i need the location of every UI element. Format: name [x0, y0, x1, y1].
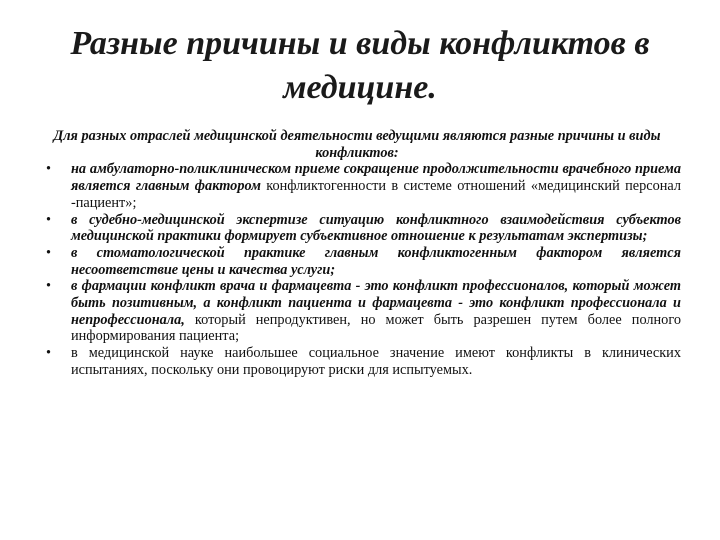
list-item	[41, 245, 681, 278]
list-item-italic-text: в фармации конфликт врача и фармацевта - это конфликт профессионалов, который может быть позитивным, а конфликт пациента и фармацевта - это конфликт профессионала и непрофессионала,	[71, 278, 681, 328]
bullet-icon: •	[46, 161, 52, 178]
list-item-regular-text: конфликтогенности в системе отношений «медицинский персонал -пациент»;	[71, 178, 681, 211]
intro-text: Для разных отраслей медицинской деятельности ведущими являются разные причины и виды конфликтов:	[53, 128, 661, 161]
list-item-italic-text: на амбулаторно-поликлиническом приеме сокращение продолжительности врачебного приема является главным фактором	[71, 161, 681, 195]
slide-title-line-2: медицине.	[283, 69, 437, 106]
slide-title	[30, 22, 690, 110]
list-item-regular-text: в медицинской науке наибольшее социальное значение имеют конфликты в клинических испытаниях, поскольку они провоцируют риски для испытуемых.	[71, 345, 681, 378]
bullet-list	[41, 161, 681, 378]
bullet-icon: •	[46, 345, 52, 362]
bullet-icon: •	[46, 211, 52, 228]
slide-title-line-1: Разные причины и виды конфликтов в	[70, 25, 650, 62]
list-item-italic-text: в стоматологической практике главным конфликтогенным фактором является несоответствие цены и качества услуги;	[71, 244, 681, 278]
bullet-icon: •	[46, 244, 52, 261]
slide-body	[41, 128, 681, 379]
bullet-icon: •	[46, 278, 52, 295]
list-item-italic-text: в судебно-медицинской экспертизе ситуацию конфликтного взаимодействия субъектов медицинской практики формирует субъективное отношение к результатам экспертизы;	[71, 211, 681, 245]
list-item-regular-text: который непродуктивен, но может быть разрешен путем более полного информирования пациента;	[71, 311, 681, 345]
list-item	[41, 161, 681, 211]
list-item	[41, 212, 681, 245]
list-item	[41, 345, 681, 378]
list-item	[41, 278, 681, 345]
